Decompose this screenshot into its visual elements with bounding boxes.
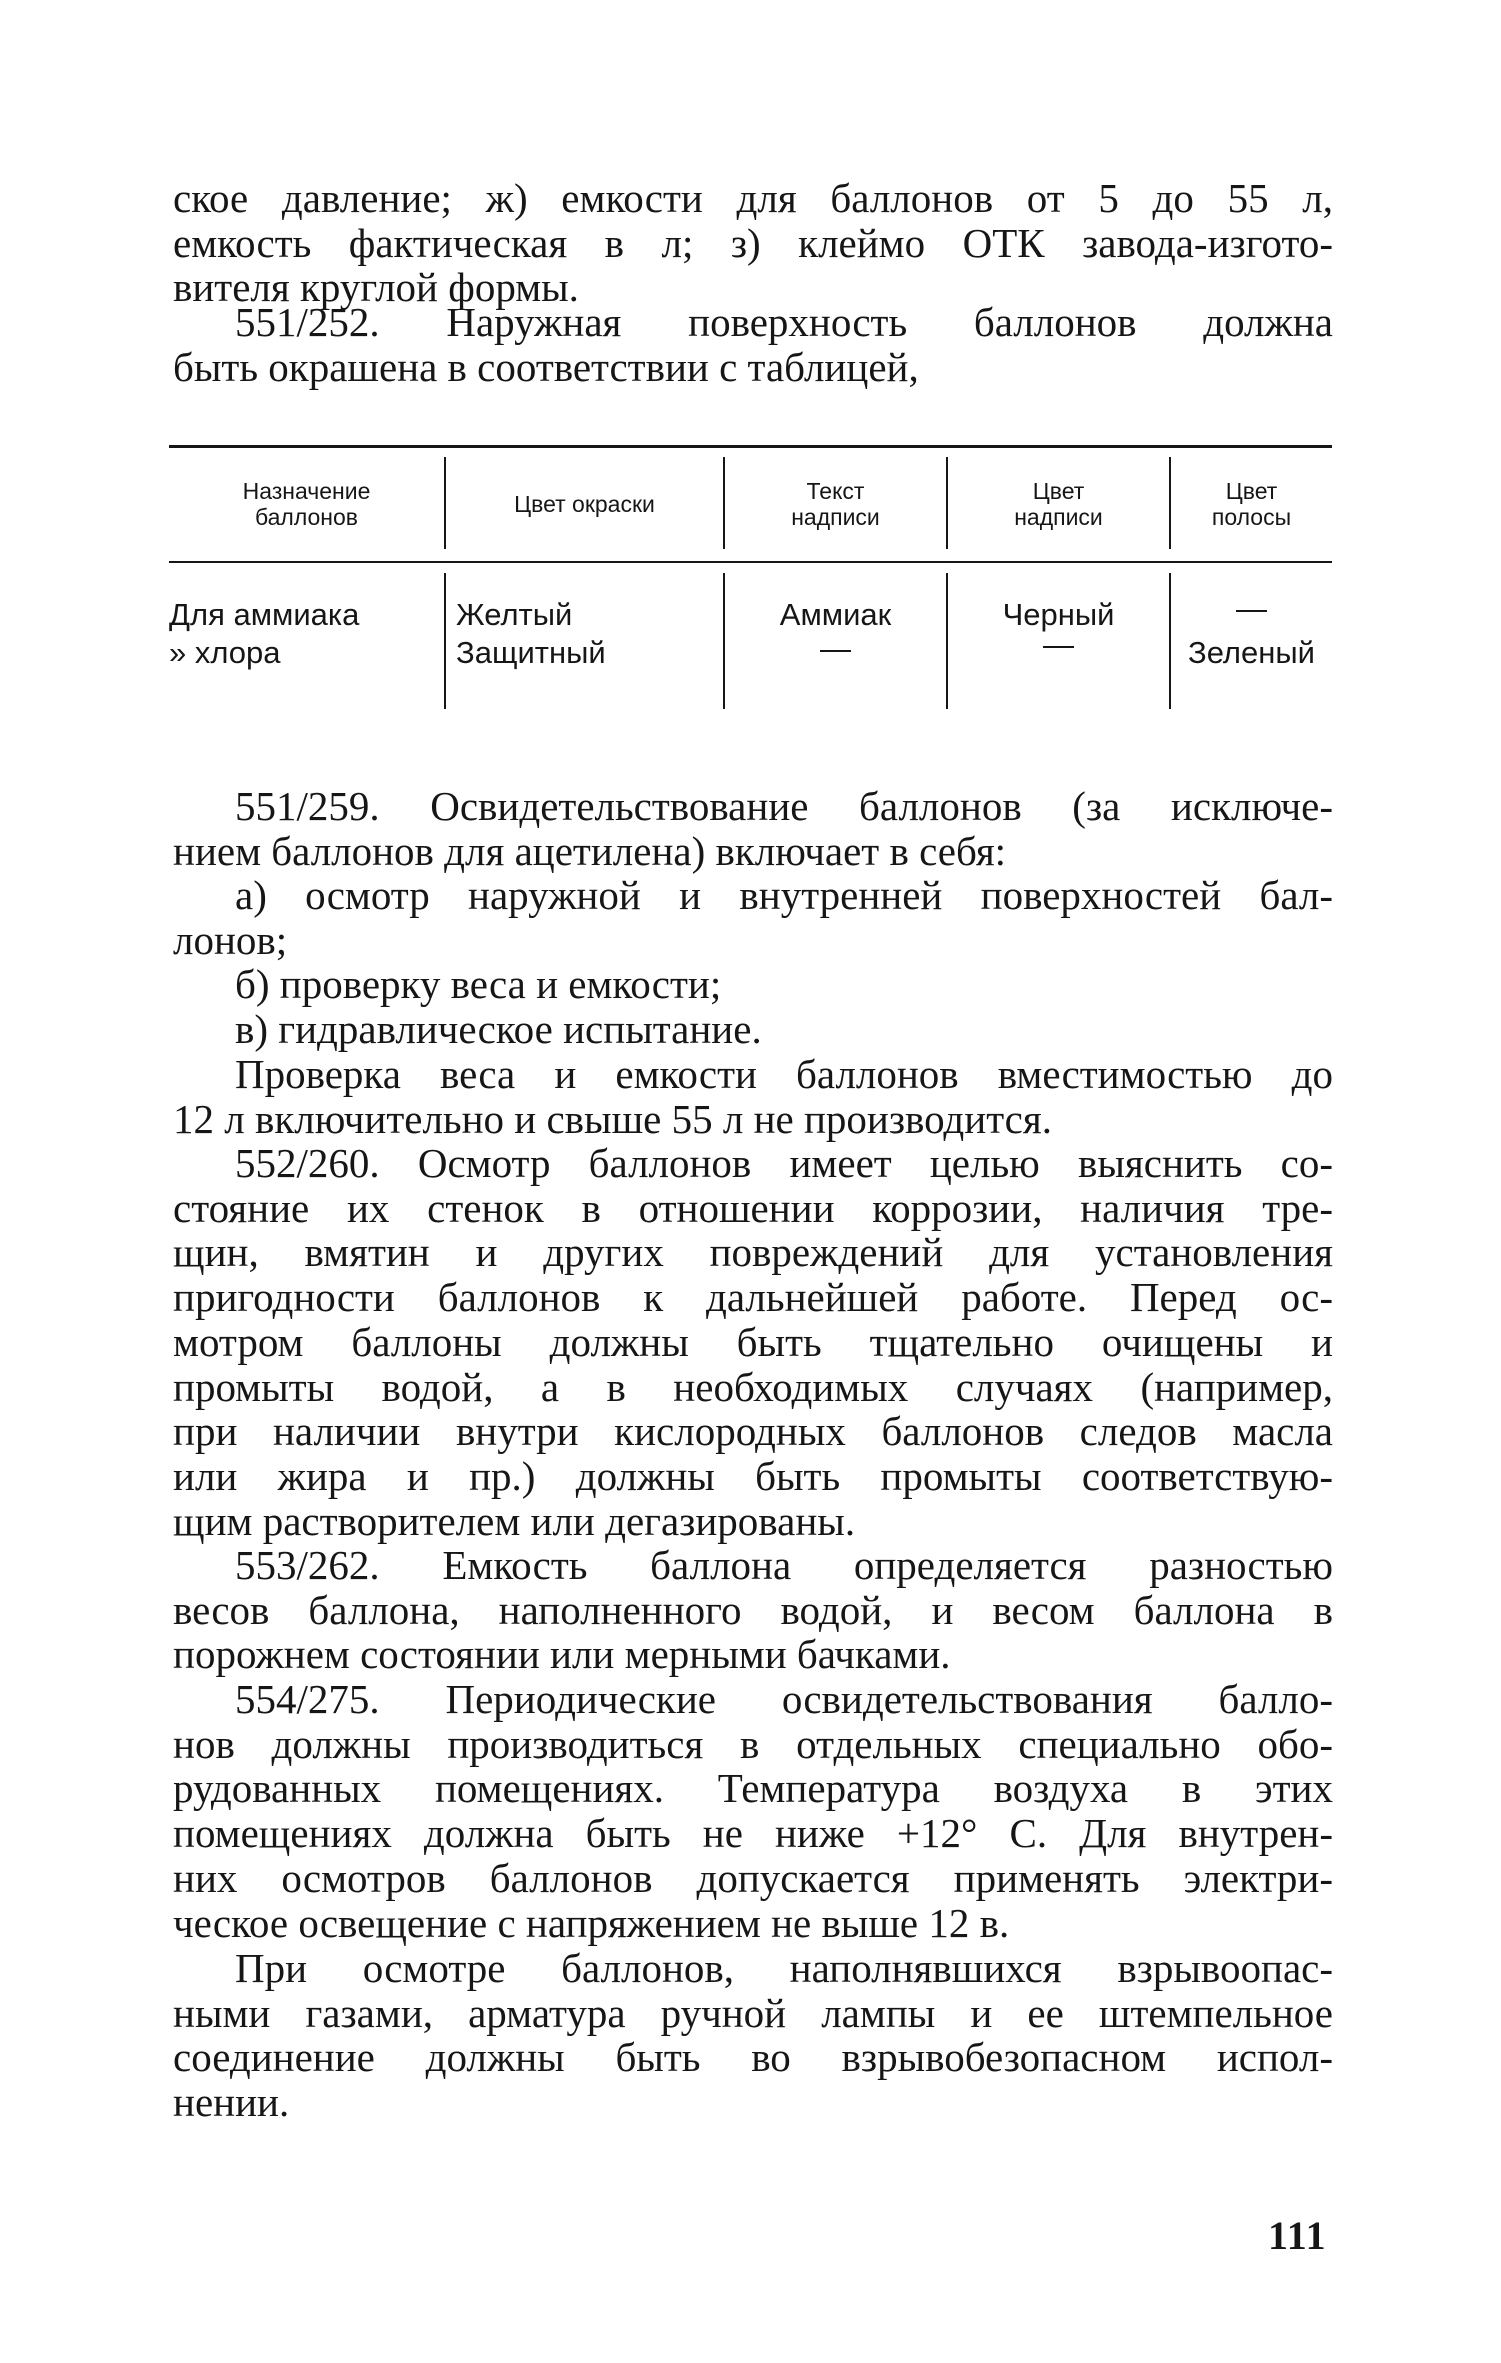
text-line: рудованных помещениях. Температура воздуха в этих [173, 1765, 1333, 1812]
paragraph [173, 784, 1333, 873]
text-line: нов должны производиться в отдельных специально обо- [173, 1720, 1333, 1767]
table-cell: Аммиак [779, 597, 892, 632]
text-line: б) проверку веса и емкости; [235, 961, 722, 1007]
text-line: соединение должны быть во взрывобезопасном испол- [173, 2034, 1333, 2081]
text-line: ское давление; ж) емкости для баллонов от 5 до 55 л, [173, 175, 1333, 221]
text-line: нием баллонов для ацетилена) включает в себя: [173, 827, 1007, 874]
text-line: в) гидравлическое испытание. [235, 1006, 762, 1052]
header-line: Назначение [242, 478, 371, 504]
text-line: 554/275. Периодические освидетельствования балло- [235, 1676, 1333, 1722]
header-stripe-color [1171, 478, 1332, 530]
text-line: быть окрашена в соответствии с таблицей, [173, 343, 919, 390]
text-line: щим растворителем или дегазированы. [173, 1497, 856, 1544]
text-line: мотром баллоны должны быть тщательно очищены и [173, 1318, 1333, 1365]
paragraph [173, 873, 1333, 962]
header-line: полосы [1211, 504, 1292, 530]
text-line: Проверка веса и емкости баллонов вместимостью до [235, 1051, 1333, 1097]
table-header-rule [169, 561, 1332, 563]
text-line: них осмотров баллонов допускается применять электри- [173, 1854, 1333, 1901]
header-paint-color [446, 491, 723, 517]
table-cell: Зеленый [1188, 635, 1315, 670]
page-number: 111 [1268, 2213, 1327, 2258]
paragraph [173, 1677, 1333, 1945]
paragraph [173, 1543, 1333, 1677]
paragraph [173, 1946, 1333, 2125]
paragraph [173, 300, 1333, 389]
text-line: вителя круглой формы. [173, 264, 579, 311]
table-cell: — [1236, 591, 1267, 626]
header-line: Цвет [1032, 478, 1085, 504]
text-line: при наличии внутри кислородных баллонов следов масла [173, 1408, 1333, 1455]
text-line: 551/252. Наружная поверхность баллонов должна [235, 299, 1333, 345]
text-line: щин, вмятин и других повреждений для установления [173, 1229, 1333, 1276]
header-purpose [169, 478, 444, 530]
text-line: промыты водой, а в необходимых случаях (например, [173, 1363, 1333, 1410]
text-line: 551/259. Освидетельствование баллонов (за исключе- [235, 783, 1333, 829]
table-cell: Защитный [456, 635, 606, 670]
header-label-color [948, 478, 1169, 530]
table-cell: » хлора [169, 635, 281, 670]
header-line: баллонов [254, 504, 359, 530]
table-cell: Желтый [456, 597, 573, 632]
header-line: Цвет окраски [514, 491, 655, 517]
table-cell: — [820, 631, 851, 666]
text-line: 12 л включительно и свыше 55 л не производится. [173, 1095, 1052, 1142]
paragraph [173, 1052, 1333, 1141]
text-line: или жира и пр.) должны быть промыты соответствую- [173, 1452, 1333, 1499]
header-line: Цвет [1225, 478, 1278, 504]
text-line: весов баллона, наполненного водой, и весом баллона в [173, 1586, 1333, 1633]
paragraph [173, 176, 1333, 310]
cylinder-color-table [169, 445, 1332, 710]
paragraph [173, 962, 1333, 1007]
header-line: Текст [806, 478, 865, 504]
header-line: надписи [1014, 504, 1103, 530]
text-line: 552/260. Осмотр баллонов имеет целью выяснить со- [235, 1140, 1333, 1186]
text-line: помещениях должна быть не ниже +12° С. Для внутрен- [173, 1810, 1333, 1857]
text-line: ными газами, арматура ручной лампы и ее штемпельное [173, 1989, 1333, 2036]
text-line: а) осмотр наружной и внутренней поверхностей бал- [235, 872, 1333, 918]
header-line: надписи [791, 504, 880, 530]
table-cell: Черный [1002, 597, 1115, 632]
column-divider [444, 573, 446, 709]
text-line: емкость фактическая в л; з) клеймо ОТК завода-изгото- [173, 219, 1333, 266]
text-line: стояние их стенок в отношении коррозии, наличия тре- [173, 1184, 1333, 1231]
text-line: При осмотре баллонов, наполнявшихся взрывоопас- [235, 1945, 1333, 1991]
text-line: лонов; [173, 916, 288, 963]
text-line: порожнем состоянии или мерными бачками. [173, 1631, 951, 1678]
text-line: 553/262. Емкость баллона определяется разностью [235, 1542, 1333, 1588]
paragraph [173, 1141, 1333, 1543]
text-line: пригодности баллонов к дальнейшей работе. Перед ос- [173, 1274, 1333, 1321]
header-label-text [725, 478, 946, 530]
paragraph [173, 1007, 1333, 1052]
table-cell: — [1043, 627, 1074, 662]
text-line: нении. [173, 2079, 290, 2126]
table-cell: Для аммиака [169, 597, 360, 632]
table-top-rule [169, 445, 1332, 448]
text-line: ческое освещение с напряжением не выше 12 в. [173, 1899, 1010, 1946]
